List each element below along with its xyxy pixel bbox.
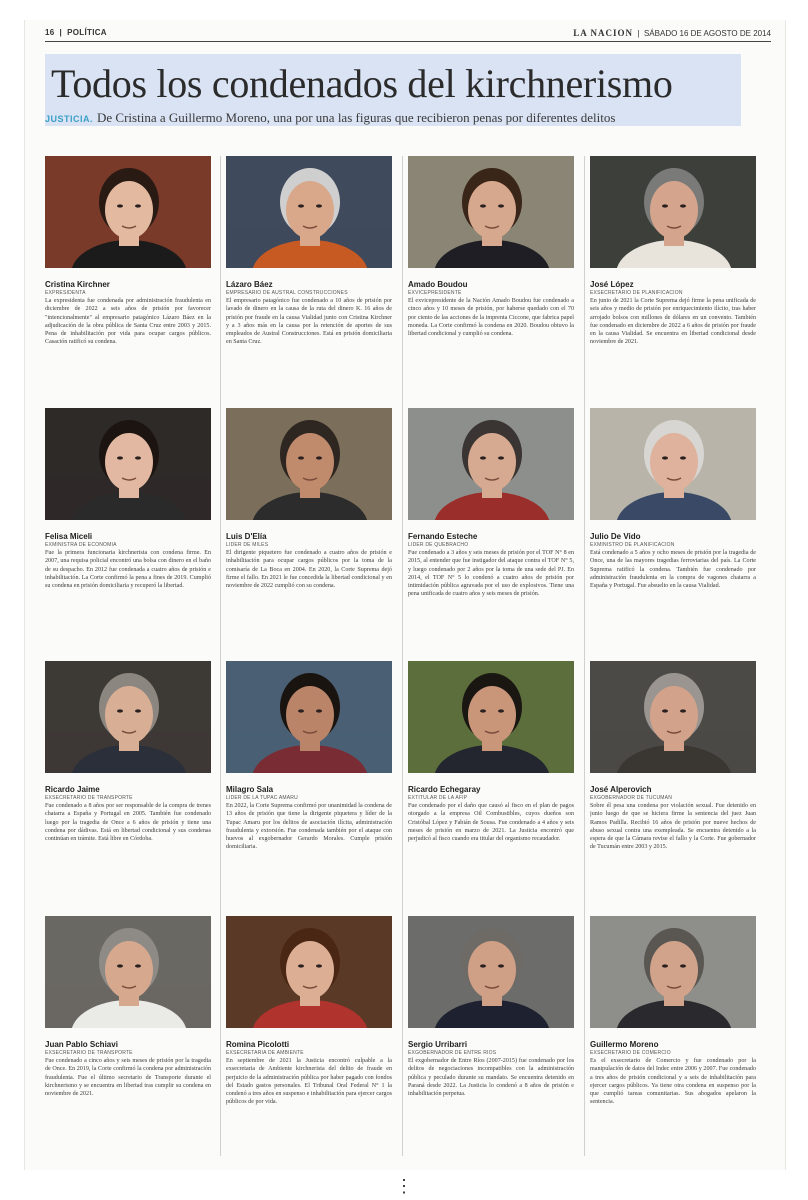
profile-card xyxy=(408,156,574,398)
person-name: José Alperovich xyxy=(590,785,652,794)
person-role: EXSECRETARIO DE TRANSPORTE xyxy=(45,1050,133,1056)
profile-card xyxy=(226,661,392,903)
profile-card xyxy=(590,156,756,398)
profile-card xyxy=(45,156,211,398)
page-number: 16 xyxy=(45,28,55,37)
person-bio: Fue condenado por el daño que causó al fisco en el plan de pagos otorgado a la empresa Oil Combustibles, cuyos dueños son Cristóbal López y Fabián de Sousa. Fue condenado a 4 años y seis meses de prisión en marzo de 2021. La Justicia encontró que perjudicó al fisco cuando era titular del organismo recaudador. xyxy=(408,803,574,843)
portrait-photo xyxy=(590,916,756,1028)
person-bio: En septiembre de 2021 la Justicia encontró culpable a la exsecretaria de Ambiente kirchnerista del delito de fraude en perjuicio de la administración pública por haber pagado con fondos del Estado gastos personales. El Tribunal Oral Federal N° 1 la condenó a tres años en suspenso e inhabilitación para ejercer cargos públicos de por vida. xyxy=(226,1058,392,1106)
person-name: Amado Boudou xyxy=(408,280,468,289)
portrait-photo xyxy=(590,156,756,268)
person-role: EXGOBERNADOR DE ENTRE RÍOS xyxy=(408,1050,497,1056)
headline: Todos los condenados del kirchnerismo xyxy=(51,61,673,106)
portrait-photo xyxy=(45,408,211,520)
person-bio: El dirigente piquetero fue condenado a cuatro años de prisión e inhabilitación para ocupar cargos públicos por la toma de la comisaría de La Boca en 2004. En 2020, la Corte Suprema dejó firme el fallo. En 2021 le fue concedida la libertad condicional y en noviembre de 2022 cumplió con su condena. xyxy=(226,550,392,590)
page-header xyxy=(45,28,771,42)
portrait-photo xyxy=(226,408,392,520)
person-name: Luis D'Elía xyxy=(226,532,267,541)
person-bio: Es el exsecretario de Comercio y fue condenado por la manipulación de datos del Indec entre 2006 y 2007. Fue condenado a tres años de prisión condicional y a seis de inhabilitación para ejercer cargos públicos. Ya tiene otra condena en suspenso por la que cumplió tareas comunitarias. Sus abogados apelaron la sentencia. xyxy=(590,1058,756,1106)
person-name: Romina Picolotti xyxy=(226,1040,290,1049)
profile-card xyxy=(226,916,392,1158)
profile-card xyxy=(45,916,211,1158)
person-bio: Fue condenado a cinco años y seis meses de prisión por la tragedia de Once. En 2019, la Corte confirmó la condena por administración fraudulenta. Fue el último secretario de Transporte durante el kirchnerismo y se encuentra en libertad tras cumplir su condena en noviembre de 2021. xyxy=(45,1058,211,1098)
person-bio: Fue la primera funcionaria kirchnerista con condena firme. En 2007, una requisa policial encontró una bolsa con dinero en el baño de su despacho. En 2012 fue condenada a cuatro años de prisión e inhabilitación. La Corte confirmó la pena a fines de 2019. Cumplió su condena en prisión domiciliaria y recuperó la libertad. xyxy=(45,550,211,590)
profile-card xyxy=(408,408,574,650)
person-bio: Fue condenado a 8 años por ser responsable de la compra de trenes chatarra a España y Portugal en 2005. También fue condenado luego por la tragedia de Once a 6 años de prisión y tiene una condena por dádivas. Está en libertad condicional y sus condenas continúan en trámite. Está libre en Córdoba. xyxy=(45,803,211,843)
portrait-photo xyxy=(408,156,574,268)
person-bio: El empresario patagónico fue condenado a 10 años de prisión por lavado de dinero en la causa de la ruta del dinero K. 16 años de prisión por fraude en la causa Vialidad junto con Cristina Kirchner y a 3 años más en la causa por la retención de aportes de sus empleados de Austral Construcciones. Está en prisión domiciliaria en Santa Cruz. xyxy=(226,298,392,346)
person-role: EXSECRETARIA DE AMBIENTE xyxy=(226,1050,304,1056)
person-name: Ricardo Echegaray xyxy=(408,785,481,794)
person-role: EXTITULAR DE LA AFIP xyxy=(408,795,468,801)
person-role: EXSECRETARIO DE COMERCIO xyxy=(590,1050,671,1056)
person-name: Fernando Esteche xyxy=(408,532,478,541)
portrait-photo xyxy=(408,408,574,520)
profile-grid xyxy=(45,156,759,1156)
profile-card xyxy=(226,156,392,398)
masthead-date: LA NACION | SÁBADO 16 DE AGOSTO DE 2014 xyxy=(573,28,771,38)
profile-card xyxy=(590,916,756,1158)
vertical-ellipsis-icon[interactable]: ⋮ xyxy=(395,1176,413,1196)
publication-name: LA NACION xyxy=(573,28,633,38)
person-name: Milagro Sala xyxy=(226,785,274,794)
person-name: Sergio Urribarri xyxy=(408,1040,468,1049)
person-role: LÍDER DE MILES xyxy=(226,542,269,548)
person-role: EXPRESIDENTA xyxy=(45,290,86,296)
person-name: Julio De Vido xyxy=(590,532,641,541)
portrait-photo xyxy=(226,156,392,268)
portrait-photo xyxy=(45,916,211,1028)
person-role: EXSECRETARIO DE PLANIFICACIÓN xyxy=(590,290,683,296)
portrait-photo xyxy=(45,661,211,773)
person-bio: En junio de 2021 la Corte Suprema dejó firme la pena unificada de seis años y medio de prisión por enriquecimiento ilícito, tras haber arrojado bolsos con millones de dólares en un convento. También fue condenado en diciembre de 2022 a 6 años de prisión por fraude en la causa Vialidad. Se encuentra en libertad condicional desde noviembre de 2021. xyxy=(590,298,756,346)
person-role: EXGOBERNADOR DE TUCUMÁN xyxy=(590,795,673,801)
portrait-photo xyxy=(45,156,211,268)
person-bio: El exvicepresidente de la Nación Amado Boudou fue condenado a cinco años y 10 meses de prisión, por haberse quedado con el 70 por ciento de las acciones de la imprenta Ciccone, que fabrica papel moneda. La Corte confirmó la condena en 2020. Boudou obtuvo la libertad condicional y cumplió su condena. xyxy=(408,298,574,338)
profile-card xyxy=(590,661,756,903)
person-role: LÍDER DE LA TUPAC AMARU xyxy=(226,795,298,801)
person-bio: En 2022, la Corte Suprema confirmó por unanimidad la condena de 13 años de prisión que tiene la dirigente piquetera y líder de la Tupac Amaru por los delitos de asociación ilícita, administración fraudulenta y extorsión. Fue condenada también por el ataque con huevos al exgobernador Gerardo Morales. Cumple prisión domiciliaria. xyxy=(226,803,392,851)
portrait-photo xyxy=(590,661,756,773)
person-bio: Fue condenado a 3 años y seis meses de prisión por el TOF N° 8 en 2015, al entender que fue instigador del ataque contra el TOF N° 5, y luego condenado por 2 años por la toma de una sede del PJ. En 2014, el TOF N° 5 lo condenó a cuatro años de prisión por intimidación pública agravada por el uso de explosivos. Tiene una pena unificada de cuatro años y seis meses de prisión. xyxy=(408,550,574,598)
person-role: EXVICEPRESIDENTE xyxy=(408,290,462,296)
person-role: EXMINISTRA DE ECONOMÍA xyxy=(45,542,117,548)
person-name: Ricardo Jaime xyxy=(45,785,100,794)
subheadline-text: De Cristina a Guillermo Moreno, una por una las figuras que recibieron penas por diferentes delitos xyxy=(97,110,616,125)
person-role: EXSECRETARIO DE TRANSPORTE xyxy=(45,795,133,801)
profile-card xyxy=(408,661,574,903)
person-name: José López xyxy=(590,280,634,289)
column-divider xyxy=(584,156,585,1156)
person-name: Felisa Miceli xyxy=(45,532,93,541)
profile-card xyxy=(45,661,211,903)
issue-date: SÁBADO 16 DE AGOSTO DE 2014 xyxy=(643,29,771,38)
profile-card xyxy=(45,408,211,650)
subheadline xyxy=(45,110,765,126)
person-role: LÍDER DE QUEBRACHO xyxy=(408,542,469,548)
portrait-photo xyxy=(226,916,392,1028)
person-role: EMPRESARIO DE AUSTRAL CONSTRUCCIONES xyxy=(226,290,348,296)
profile-card xyxy=(408,916,574,1158)
portrait-photo xyxy=(408,916,574,1028)
person-name: Guillermo Moreno xyxy=(590,1040,659,1049)
person-role: EXMINISTRO DE PLANIFICACIÓN xyxy=(590,542,675,548)
portrait-photo xyxy=(590,408,756,520)
profile-card xyxy=(226,408,392,650)
kicker: JUSTICIA. xyxy=(45,114,94,124)
portrait-photo xyxy=(408,661,574,773)
person-name: Cristina Kirchner xyxy=(45,280,110,289)
portrait-photo xyxy=(226,661,392,773)
person-bio: Está condenado a 5 años y ocho meses de prisión por la tragedia de Once, una de las mayores tragedias ferroviarias del país. La Corte Suprema ratificó la condena. También fue condenado por administración fraudulenta en la compra de vagones chatarra a España y Portugal. Fue absuelto en la causa Vialidad. xyxy=(590,550,756,590)
section-name: POLÍTICA xyxy=(67,28,107,37)
newspaper-page xyxy=(24,20,786,1170)
person-bio: Sobre él pesa una condena por violación sexual. Fue detenido en junio luego de que se hiciera firme la sentencia del juez Juan Ramos Padilla. Recibió 16 años de prisión por nueve hechos de abuso sexual contra una exempleada. Se encuentra detenido a la espera de que la Cámara revise el fallo y la Corte. Fue gobernador de Tucumán entre 2003 y 2015. xyxy=(590,803,756,851)
page-section: 16 | POLÍTICA xyxy=(45,28,107,37)
profile-card xyxy=(590,408,756,650)
person-name: Juan Pablo Schiavi xyxy=(45,1040,118,1049)
person-name: Lázaro Báez xyxy=(226,280,273,289)
column-divider xyxy=(402,156,403,1156)
person-bio: El exgobernador de Entre Ríos (2007-2015) fue condenado por los delitos de negociaciones incompatibles con la administración pública y peculado durante su mandato. Se encuentra detenido en Paraná desde 2022. La Justicia lo condenó a 8 años de prisión e inhabilitación perpetua. xyxy=(408,1058,574,1098)
person-bio: La expresidenta fue condenada por administración fraudulenta en diciembre de 2022 a seis años de prisión por favorecer "intencionalmente" al empresario patagónico Lázaro Báez en la adjudicación de la obra pública de Santa Cruz entre 2003 y 2015. Pena de inhabilitación por vida para ocupar cargos públicos. Casación ratificó su condena. xyxy=(45,298,211,346)
column-divider xyxy=(220,156,221,1156)
